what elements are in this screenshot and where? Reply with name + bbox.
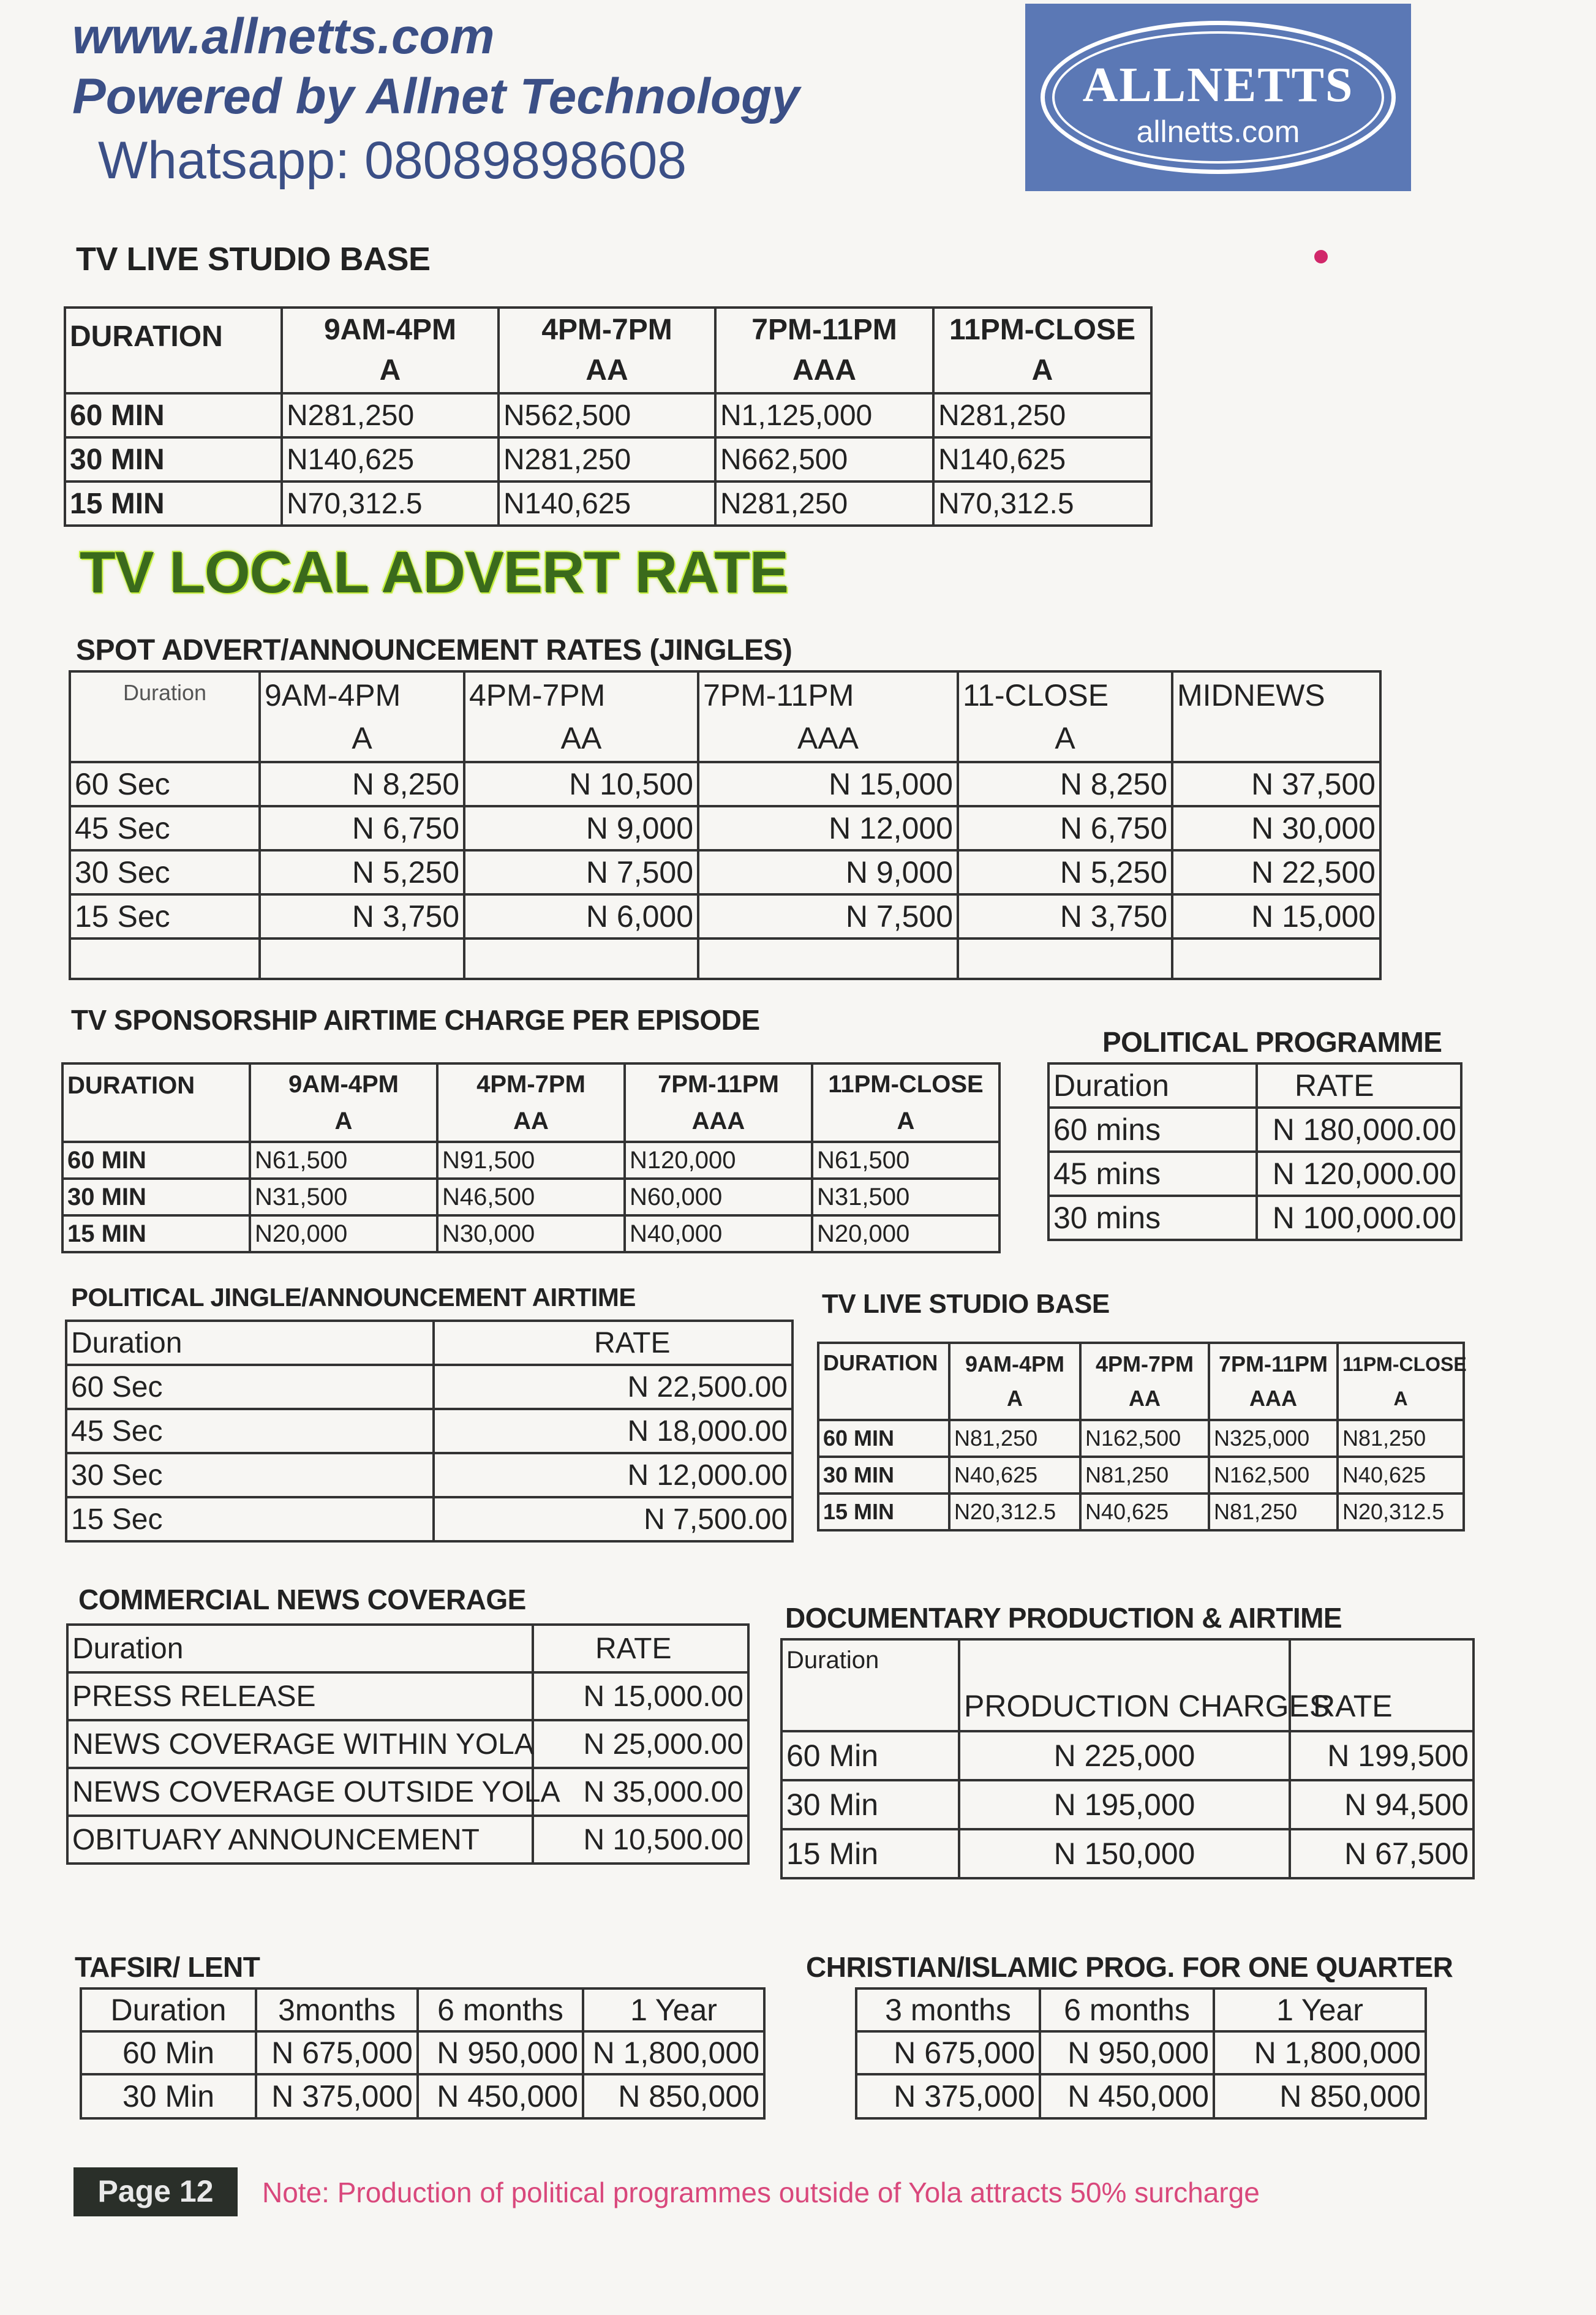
header-11pm-close: 11PM-CLOSE A: [933, 308, 1151, 393]
table-row-empty: [70, 938, 1380, 979]
header-3months: 3months: [256, 1988, 418, 2031]
table-row: 15 MIN N20,312.5 N40,625 N81,250 N20,312.5: [818, 1494, 1464, 1530]
table-header-row: [81, 1988, 764, 2031]
table-header-row: [70, 671, 1380, 762]
table-row: NEWS COVERAGE WITHIN YOLA N 25,000.00: [67, 1720, 748, 1768]
table-row: 30 Sec N 5,250 N 7,500 N 9,000 N 5,250 N 22,500: [70, 850, 1380, 894]
header-duration: Duration: [67, 1625, 533, 1672]
header-4pm-7pm: 4PM-7PM AA: [464, 671, 698, 762]
section-title-sponsorship: TV SPONSORSHIP AIRTIME CHARGE PER EPISODE: [71, 1004, 760, 1036]
header-9am-4pm: 9AM-4PM A: [250, 1063, 437, 1142]
section-title-political-programme: POLITICAL PROGRAMME: [1102, 1026, 1442, 1058]
tafsir-table: [80, 1987, 766, 2120]
table-row: 45 mins N 120,000.00: [1048, 1152, 1461, 1196]
table-row: 30 MIN N31,500 N46,500 N60,000 N31,500: [62, 1179, 999, 1215]
header-11pm-close: 11PM-CLOSE A: [812, 1063, 999, 1142]
table-row: 15 Min N 150,000 N 67,500: [781, 1829, 1474, 1878]
table-row: 30 MIN N40,625 N81,250 N162,500 N40,625: [818, 1457, 1464, 1494]
table-header-row: [818, 1343, 1464, 1420]
table-row: 30 Sec N 12,000.00: [66, 1453, 792, 1497]
table-row: OBITUARY ANNOUNCEMENT N 10,500.00: [67, 1816, 748, 1864]
table-row: 15 MIN N20,000 N30,000 N40,000 N20,000: [62, 1215, 999, 1252]
section-title-tv-live-studio-base-small: TV LIVE STUDIO BASE: [822, 1289, 1110, 1319]
table-header-row: [781, 1639, 1474, 1731]
header-6months: 6 months: [1040, 1988, 1214, 2031]
table-row: 60 Sec N 8,250 N 10,500 N 15,000 N 8,250 N 37,500: [70, 762, 1380, 806]
header-4pm-7pm: 4PM-7PM AA: [1080, 1343, 1209, 1420]
table-row: 60 Min N 225,000 N 199,500: [781, 1731, 1474, 1780]
header-rate: RATE: [434, 1321, 792, 1365]
table-row: 30 Min N 195,000 N 94,500: [781, 1780, 1474, 1829]
section-title-christian-islamic: CHRISTIAN/ISLAMIC PROG. FOR ONE QUARTER: [806, 1951, 1453, 1983]
powered-by: Powered by Allnet Technology: [72, 69, 800, 124]
documentary-table: [780, 1638, 1475, 1879]
header-6months: 6 months: [418, 1988, 583, 2031]
header-9am-4pm: 9AM-4PM A: [260, 671, 464, 762]
header-duration: Duration: [66, 1321, 434, 1365]
decorative-dot: [1314, 250, 1328, 263]
table-row: 15 MIN N70,312.5 N140,625 N281,250 N70,312.5: [65, 482, 1151, 526]
table-row: 60 mins N 180,000.00: [1048, 1108, 1461, 1152]
tv-live-studio-base-small-table: [817, 1342, 1465, 1531]
table-header-row: [62, 1063, 999, 1142]
header-9am-4pm: 9AM-4PM A: [949, 1343, 1080, 1420]
tv-live-studio-base-table: [64, 306, 1153, 527]
header-4pm-7pm: 4PM-7PM AA: [437, 1063, 625, 1142]
section-title-tafsir: TAFSIR/ LENT: [75, 1951, 260, 1983]
header-11-close: 11-CLOSE A: [958, 671, 1172, 762]
header-4pm-7pm: 4PM-7PM AA: [499, 308, 715, 393]
header-duration: Duration: [781, 1639, 959, 1731]
header-rate: RATE: [533, 1625, 748, 1672]
allnetts-logo: [1025, 4, 1411, 191]
section-title-political-jingle: POLITICAL JINGLE/ANNOUNCEMENT AIRTIME: [71, 1283, 636, 1312]
table-row: 45 Sec N 6,750 N 9,000 N 12,000 N 6,750 N 30,000: [70, 806, 1380, 850]
header-1year: 1 Year: [583, 1988, 764, 2031]
header-midnews: MIDNEWS: [1172, 671, 1380, 762]
header-duration: Duration: [81, 1988, 256, 2031]
table-header-row: [66, 1321, 792, 1365]
table-row: 60 MIN N281,250 N562,500 N1,125,000 N281,250: [65, 393, 1151, 437]
table-row: 60 MIN N61,500 N91,500 N120,000 N61,500: [62, 1142, 999, 1179]
political-jingle-table: [65, 1320, 794, 1543]
section-title-documentary: DOCUMENTARY PRODUCTION & AIRTIME: [785, 1602, 1342, 1634]
page-number-badge: Page 12: [73, 2167, 238, 2216]
header-7pm-11pm: 7PM-11PM AAA: [698, 671, 958, 762]
sponsorship-table: [61, 1062, 1001, 1253]
christian-islamic-table: [855, 1987, 1427, 2120]
table-row: 15 Sec N 3,750 N 6,000 N 7,500 N 3,750 N 15,000: [70, 894, 1380, 938]
table-header-row: [67, 1625, 748, 1672]
header-3months: 3 months: [856, 1988, 1040, 2031]
spot-advert-table: [69, 670, 1382, 980]
table-row: 60 MIN N81,250 N162,500 N325,000 N81,250: [818, 1420, 1464, 1457]
header-7pm-11pm: 7PM-11PM AAA: [1209, 1343, 1338, 1420]
table-row: 30 mins N 100,000.00: [1048, 1196, 1461, 1240]
header-duration: DURATION: [62, 1063, 250, 1142]
section-title-spot-advert: SPOT ADVERT/ANNOUNCEMENT RATES (JINGLES): [76, 634, 792, 667]
table-row: N 375,000 N 450,000 N 850,000: [856, 2074, 1426, 2118]
political-programme-table: [1047, 1062, 1462, 1241]
table-row: NEWS COVERAGE OUTSIDE YOLA N 35,000.00: [67, 1768, 748, 1816]
table-header-row: [1048, 1063, 1461, 1108]
footer-note: Note: Production of political programmes outside of Yola attracts 50% surcharge: [262, 2177, 1260, 2208]
header-7pm-11pm: 7PM-11PM AAA: [625, 1063, 812, 1142]
header-1year: 1 Year: [1214, 1988, 1426, 2031]
table-row: 30 Min N 375,000 N 450,000 N 850,000: [81, 2074, 764, 2118]
table-row: 45 Sec N 18,000.00: [66, 1409, 792, 1453]
table-row: 30 MIN N140,625 N281,250 N662,500 N140,625: [65, 437, 1151, 482]
header-duration: DURATION: [65, 308, 282, 393]
header-duration: Duration: [1048, 1063, 1257, 1108]
table-header-row: [65, 308, 1151, 393]
table-row: 60 Sec N 22,500.00: [66, 1365, 792, 1409]
table-row: 60 Min N 675,000 N 950,000 N 1,800,000: [81, 2031, 764, 2074]
main-title: TV LOCAL ADVERT RATE: [80, 540, 788, 605]
table-header-row: [856, 1988, 1426, 2031]
header-rate: RATE: [1257, 1063, 1461, 1108]
website-url: www.allnetts.com: [72, 9, 495, 64]
table-row: PRESS RELEASE N 15,000.00: [67, 1672, 748, 1720]
whatsapp-number: Whatsapp: 08089898608: [98, 131, 687, 190]
header-11pm-close: 11PM-CLOSE A: [1338, 1343, 1464, 1420]
logo-url: allnetts.com: [1136, 115, 1300, 149]
commercial-news-table: [66, 1623, 750, 1865]
header-duration: DURATION: [818, 1343, 949, 1420]
header-9am-4pm: 9AM-4PM A: [282, 308, 499, 393]
header-rate: RATE: [1290, 1639, 1474, 1731]
table-row: 15 Sec N 7,500.00: [66, 1497, 792, 1541]
section-title-tv-live-studio-base: TV LIVE STUDIO BASE: [76, 241, 431, 278]
header-duration: Duration: [70, 671, 260, 762]
header-7pm-11pm: 7PM-11PM AAA: [715, 308, 933, 393]
section-title-commercial-news: COMMERCIAL NEWS COVERAGE: [78, 1584, 526, 1615]
header-production-charges: PRODUCTION CHARGES: [959, 1639, 1290, 1731]
logo-text: ALLNETTS: [1082, 58, 1354, 112]
table-row: N 675,000 N 950,000 N 1,800,000: [856, 2031, 1426, 2074]
